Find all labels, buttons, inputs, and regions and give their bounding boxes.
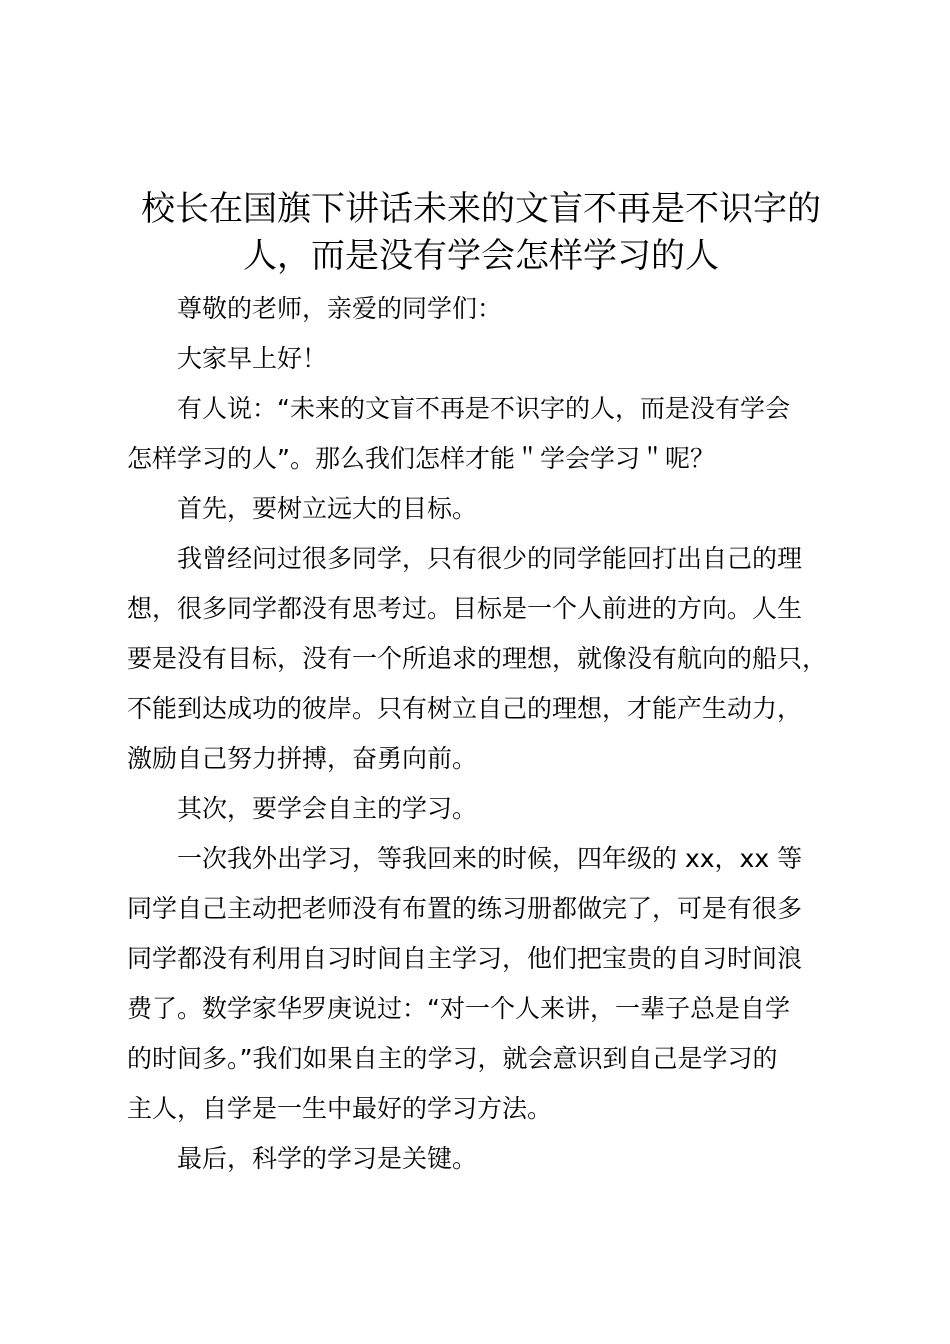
paragraph-line: 想，很多同学都没有思考过。目标是一个人前进的方向。人生 (127, 594, 803, 623)
paragraph-line: 首先，要树立远大的目标。 (177, 494, 478, 523)
paragraph-line: 主人，自学是一生中最好的学习方法。 (127, 1094, 553, 1123)
paragraph-goals (127, 534, 835, 784)
paragraph-line: 有人说：“未来的文盲不再是不识字的人，而是没有学会 (177, 394, 790, 423)
paragraph-third-point (127, 1134, 835, 1184)
paragraph-self-study (127, 834, 835, 1134)
paragraph-line: 最后，科学的学习是关键。 (177, 1144, 478, 1173)
paragraph-first-point (127, 484, 835, 534)
paragraph-line: 激励自己努力拼搏，奋勇向前。 (127, 744, 478, 773)
paragraph-line: 要是没有目标，没有一个所追求的理想，就像没有航向的船只， (127, 644, 828, 673)
paragraph-line: 不能到达成功的彼岸。只有树立自己的理想，才能产生动力， (127, 694, 803, 723)
paragraph-line: 费了。数学家华罗庚说过：“对一个人来讲，一辈子总是自学 (127, 994, 790, 1023)
paragraph-line: 尊敬的老师，亲爱的同学们： (177, 294, 503, 323)
paragraph-quote (127, 384, 835, 484)
paragraph-line: 同学都没有利用自习时间自主学习，他们把宝贵的自习时间浪 (127, 944, 803, 973)
paragraph-second-point (127, 784, 835, 834)
paragraph-line: 我曾经问过很多同学，只有很少的同学能回打出自己的理 (177, 544, 803, 573)
title-line: 校长在国旗下讲话未来的文盲不再是不识字的 (141, 189, 821, 229)
paragraph-line: 其次，要学会自主的学习。 (177, 794, 478, 823)
paragraph-line: 一次我外出学习，等我回来的时候，四年级的 xx，xx 等 (177, 844, 803, 873)
document-title (119, 186, 843, 280)
paragraph-line: 大家早上好！ (177, 344, 328, 373)
paragraph-line: 怎样学习的人”。那么我们怎样才能＂学会学习＂呢？ (127, 444, 715, 473)
title-line: 人，而是没有学会怎样学习的人 (243, 236, 719, 276)
paragraph-greeting (127, 284, 835, 334)
paragraph-line: 同学自己主动把老师没有布置的练习册都做完了，可是有很多 (127, 894, 803, 923)
document-page (127, 186, 835, 1184)
paragraph-morning (127, 334, 835, 384)
paragraph-line: 的时间多。”我们如果自主的学习，就会意识到自己是学习的 (127, 1044, 778, 1073)
